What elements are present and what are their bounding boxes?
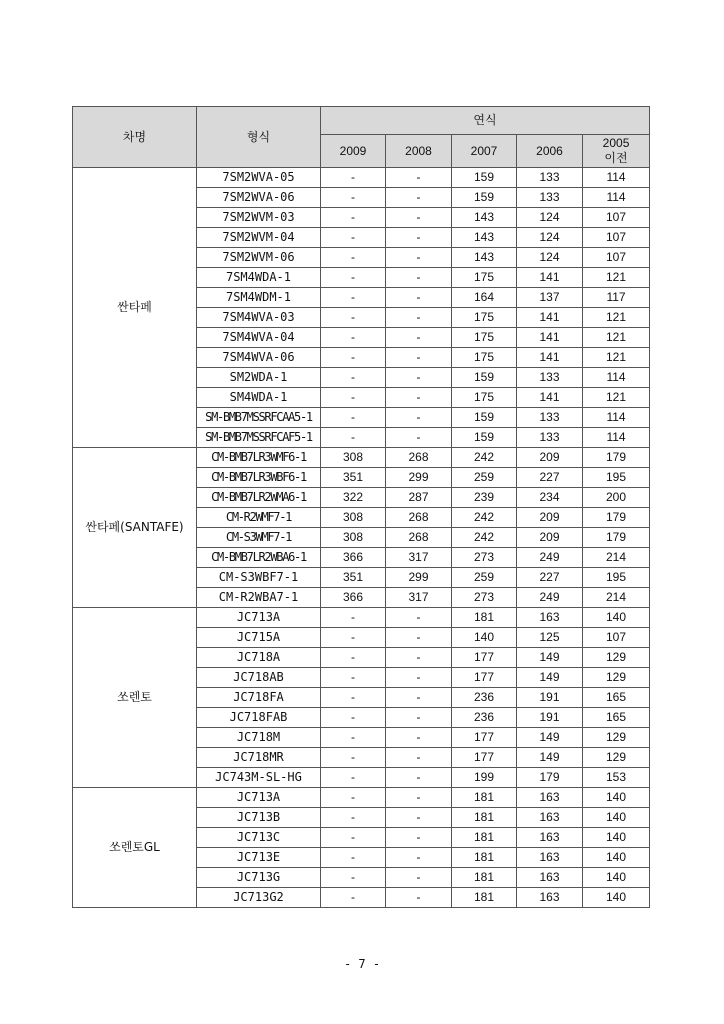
value-cell: 227 — [517, 568, 583, 588]
value-cell: 124 — [517, 228, 583, 248]
value-cell: 181 — [452, 868, 517, 888]
value-cell: - — [321, 328, 386, 348]
value-cell: 159 — [452, 168, 517, 188]
value-cell: - — [321, 308, 386, 328]
value-cell: 175 — [452, 268, 517, 288]
value-cell: - — [386, 868, 452, 888]
value-cell: - — [321, 168, 386, 188]
model-cell: JC713E — [197, 848, 321, 868]
value-cell: 287 — [386, 488, 452, 508]
value-cell: - — [386, 848, 452, 868]
value-cell: 124 — [517, 248, 583, 268]
value-cell: 214 — [583, 588, 650, 608]
value-cell: 175 — [452, 308, 517, 328]
value-cell: - — [386, 388, 452, 408]
model-cell: JC718MR — [197, 748, 321, 768]
value-cell: 121 — [583, 328, 650, 348]
value-cell: 308 — [321, 448, 386, 468]
value-cell: 181 — [452, 848, 517, 868]
value-cell: 181 — [452, 888, 517, 908]
value-cell: 159 — [452, 408, 517, 428]
model-cell: SM4WDA-1 — [197, 388, 321, 408]
model-cell: 7SM2WVM-03 — [197, 208, 321, 228]
year-2006-header: 2006 — [517, 135, 583, 168]
value-cell: - — [386, 288, 452, 308]
value-cell: - — [321, 828, 386, 848]
value-cell: 117 — [583, 288, 650, 308]
value-cell: 177 — [452, 648, 517, 668]
value-cell: 107 — [583, 228, 650, 248]
value-cell: 227 — [517, 468, 583, 488]
model-cell: CM-R2WBA7-1 — [197, 588, 321, 608]
value-cell: 133 — [517, 188, 583, 208]
value-cell: 163 — [517, 788, 583, 808]
value-cell: - — [321, 348, 386, 368]
table-header — [73, 107, 650, 168]
value-cell: 125 — [517, 628, 583, 648]
value-cell: - — [386, 268, 452, 288]
value-cell: 268 — [386, 448, 452, 468]
model-cell: JC713B — [197, 808, 321, 828]
value-cell: 163 — [517, 828, 583, 848]
value-cell: 268 — [386, 508, 452, 528]
model-cell: CM-BMB7LR2WMA6-1 — [197, 488, 321, 508]
model-cell: 7SM2WVM-06 — [197, 248, 321, 268]
model-cell: CM-R2WMF7-1 — [197, 508, 321, 528]
value-cell: - — [321, 408, 386, 428]
value-cell: - — [386, 228, 452, 248]
value-cell: - — [321, 368, 386, 388]
value-cell: 209 — [517, 528, 583, 548]
value-cell: 191 — [517, 688, 583, 708]
value-cell: 149 — [517, 748, 583, 768]
value-cell: - — [321, 248, 386, 268]
value-cell: 137 — [517, 288, 583, 308]
value-cell: - — [386, 428, 452, 448]
value-cell: 159 — [452, 368, 517, 388]
value-cell: 140 — [583, 608, 650, 628]
model-cell: CM-BMB7LR2WBA6-1 — [197, 548, 321, 568]
model-cell: JC713G — [197, 868, 321, 888]
value-cell: 163 — [517, 848, 583, 868]
value-cell: 234 — [517, 488, 583, 508]
value-cell: - — [321, 228, 386, 248]
value-cell: 121 — [583, 348, 650, 368]
value-cell: - — [386, 368, 452, 388]
value-cell: 268 — [386, 528, 452, 548]
value-cell: - — [386, 648, 452, 668]
model-cell: JC718FA — [197, 688, 321, 708]
value-cell: 366 — [321, 588, 386, 608]
value-cell: 163 — [517, 608, 583, 628]
value-cell: - — [386, 888, 452, 908]
value-cell: 121 — [583, 268, 650, 288]
model-cell: SM2WDA-1 — [197, 368, 321, 388]
value-cell: - — [386, 408, 452, 428]
table-body — [73, 168, 650, 908]
value-cell: 114 — [583, 368, 650, 388]
model-cell: JC743M-SL-HG — [197, 768, 321, 788]
value-cell: 107 — [583, 628, 650, 648]
year-2007-header: 2007 — [452, 135, 517, 168]
value-cell: 149 — [517, 728, 583, 748]
value-cell: - — [321, 868, 386, 888]
value-cell: 351 — [321, 468, 386, 488]
value-cell: 129 — [583, 648, 650, 668]
value-cell: 191 — [517, 708, 583, 728]
value-cell: 163 — [517, 888, 583, 908]
value-cell: 195 — [583, 468, 650, 488]
value-cell: 249 — [517, 548, 583, 568]
value-cell: 177 — [452, 728, 517, 748]
model-cell: CM-BMB7LR3WBF6-1 — [197, 468, 321, 488]
value-cell: - — [321, 608, 386, 628]
value-cell: 299 — [386, 468, 452, 488]
value-cell: - — [386, 788, 452, 808]
value-cell: - — [321, 688, 386, 708]
value-cell: 143 — [452, 248, 517, 268]
model-cell: 7SM4WVA-06 — [197, 348, 321, 368]
value-cell: 141 — [517, 308, 583, 328]
value-cell: 177 — [452, 748, 517, 768]
value-cell: 177 — [452, 668, 517, 688]
value-cell: 114 — [583, 428, 650, 448]
model-cell: 7SM2WVM-04 — [197, 228, 321, 248]
value-cell: - — [321, 288, 386, 308]
model-cell: 7SM4WVA-04 — [197, 328, 321, 348]
value-cell: 163 — [517, 808, 583, 828]
year-2009-header: 2009 — [321, 135, 386, 168]
value-cell: - — [321, 188, 386, 208]
value-cell: 159 — [452, 188, 517, 208]
value-cell: 114 — [583, 408, 650, 428]
value-cell: 133 — [517, 368, 583, 388]
value-cell: 179 — [517, 768, 583, 788]
table-row — [73, 168, 650, 188]
year-2005-before-header: 2005 이전 — [583, 135, 650, 168]
value-cell: 107 — [583, 208, 650, 228]
value-cell: 366 — [321, 548, 386, 568]
value-cell: - — [386, 168, 452, 188]
value-cell: 129 — [583, 668, 650, 688]
value-cell: 249 — [517, 588, 583, 608]
model-cell: JC713A — [197, 788, 321, 808]
model-cell: 7SM4WDM-1 — [197, 288, 321, 308]
car-name-header: 차명 — [73, 107, 197, 168]
value-cell: 159 — [452, 428, 517, 448]
value-cell: 129 — [583, 748, 650, 768]
value-cell: 181 — [452, 808, 517, 828]
value-cell: - — [321, 388, 386, 408]
value-cell: 259 — [452, 568, 517, 588]
value-cell: 236 — [452, 708, 517, 728]
value-cell: - — [386, 628, 452, 648]
table-row — [73, 788, 650, 808]
value-cell: 133 — [517, 428, 583, 448]
value-cell: 107 — [583, 248, 650, 268]
value-cell: 129 — [583, 728, 650, 748]
value-cell: - — [321, 788, 386, 808]
model-cell: JC715A — [197, 628, 321, 648]
model-cell: SM-BMB7MSSRFCAF5-1 — [197, 428, 321, 448]
value-cell: - — [386, 768, 452, 788]
value-cell: 133 — [517, 408, 583, 428]
price-table — [72, 106, 650, 908]
value-cell: 114 — [583, 188, 650, 208]
value-cell: - — [321, 268, 386, 288]
value-cell: 179 — [583, 508, 650, 528]
value-cell: 175 — [452, 348, 517, 368]
value-cell: 143 — [452, 208, 517, 228]
value-cell: 209 — [517, 508, 583, 528]
table-row — [73, 608, 650, 628]
value-cell: - — [386, 608, 452, 628]
value-cell: 141 — [517, 388, 583, 408]
value-cell: - — [386, 808, 452, 828]
value-cell: 140 — [583, 788, 650, 808]
value-cell: 236 — [452, 688, 517, 708]
model-cell: 7SM4WDA-1 — [197, 268, 321, 288]
value-cell: - — [321, 748, 386, 768]
model-cell: CM-S3WMF7-1 — [197, 528, 321, 548]
value-cell: - — [386, 248, 452, 268]
value-cell: 317 — [386, 548, 452, 568]
value-cell: 140 — [583, 828, 650, 848]
value-cell: 175 — [452, 388, 517, 408]
value-cell: - — [386, 688, 452, 708]
value-cell: 165 — [583, 688, 650, 708]
model-cell: JC718AB — [197, 668, 321, 688]
model-cell: JC718FAB — [197, 708, 321, 728]
value-cell: - — [321, 728, 386, 748]
value-cell: 121 — [583, 388, 650, 408]
model-cell: CM-BMB7LR3WMF6-1 — [197, 448, 321, 468]
value-cell: 239 — [452, 488, 517, 508]
value-cell: 164 — [452, 288, 517, 308]
value-cell: 181 — [452, 828, 517, 848]
value-cell: 140 — [583, 888, 650, 908]
value-cell: 317 — [386, 588, 452, 608]
value-cell: - — [386, 188, 452, 208]
value-cell: 200 — [583, 488, 650, 508]
model-cell: SM-BMB7MSSRFCAA5-1 — [197, 408, 321, 428]
value-cell: 153 — [583, 768, 650, 788]
value-cell: 308 — [321, 508, 386, 528]
value-cell: - — [321, 848, 386, 868]
value-cell: 140 — [583, 808, 650, 828]
value-cell: 140 — [583, 848, 650, 868]
value-cell: - — [386, 208, 452, 228]
value-cell: 140 — [583, 868, 650, 888]
model-cell: 7SM2WVA-06 — [197, 188, 321, 208]
value-cell: 273 — [452, 548, 517, 568]
value-cell: - — [321, 808, 386, 828]
value-cell: 179 — [583, 448, 650, 468]
model-cell: JC718A — [197, 648, 321, 668]
value-cell: 351 — [321, 568, 386, 588]
value-cell: 199 — [452, 768, 517, 788]
car-name-cell: 싼타페 — [73, 168, 197, 448]
value-cell: 299 — [386, 568, 452, 588]
value-cell: - — [321, 428, 386, 448]
value-cell: - — [321, 668, 386, 688]
table-row — [73, 448, 650, 468]
value-cell: - — [386, 748, 452, 768]
value-cell: 143 — [452, 228, 517, 248]
value-cell: 209 — [517, 448, 583, 468]
value-cell: 141 — [517, 268, 583, 288]
value-cell: 242 — [452, 508, 517, 528]
value-cell: 121 — [583, 308, 650, 328]
value-cell: 273 — [452, 588, 517, 608]
model-cell: CM-S3WBF7-1 — [197, 568, 321, 588]
value-cell: 214 — [583, 548, 650, 568]
value-cell: 179 — [583, 528, 650, 548]
value-cell: 181 — [452, 788, 517, 808]
model-cell: 7SM4WVA-03 — [197, 308, 321, 328]
value-cell: - — [386, 348, 452, 368]
value-cell: 165 — [583, 708, 650, 728]
value-cell: - — [321, 768, 386, 788]
car-name-cell: 싼타페(SANTAFE) — [73, 448, 197, 608]
value-cell: - — [386, 828, 452, 848]
model-header: 형식 — [197, 107, 321, 168]
value-cell: 195 — [583, 568, 650, 588]
value-cell: - — [386, 708, 452, 728]
value-cell: 149 — [517, 668, 583, 688]
value-cell: 175 — [452, 328, 517, 348]
car-name-cell: 쏘렌토 — [73, 608, 197, 788]
model-cell: 7SM2WVA-05 — [197, 168, 321, 188]
value-cell: - — [321, 208, 386, 228]
value-cell: 141 — [517, 348, 583, 368]
value-cell: 133 — [517, 168, 583, 188]
model-cell: JC713C — [197, 828, 321, 848]
value-cell: - — [386, 328, 452, 348]
value-cell: 114 — [583, 168, 650, 188]
model-cell: JC718M — [197, 728, 321, 748]
value-cell: - — [321, 628, 386, 648]
value-cell: 141 — [517, 328, 583, 348]
value-cell: 242 — [452, 528, 517, 548]
value-cell: 322 — [321, 488, 386, 508]
value-cell: - — [386, 668, 452, 688]
page-number: - 7 - — [343, 957, 381, 971]
value-cell: - — [321, 888, 386, 908]
value-cell: 140 — [452, 628, 517, 648]
year-2008-header: 2008 — [386, 135, 452, 168]
value-cell: 163 — [517, 868, 583, 888]
value-cell: - — [386, 728, 452, 748]
model-cell: JC713A — [197, 608, 321, 628]
model-year-header: 연식 — [321, 107, 650, 135]
value-cell: 124 — [517, 208, 583, 228]
value-cell: - — [321, 648, 386, 668]
value-cell: 149 — [517, 648, 583, 668]
model-cell: JC713G2 — [197, 888, 321, 908]
car-name-cell: 쏘렌토GL — [73, 788, 197, 908]
value-cell: 259 — [452, 468, 517, 488]
value-cell: 242 — [452, 448, 517, 468]
value-cell: 308 — [321, 528, 386, 548]
value-cell: 181 — [452, 608, 517, 628]
value-cell: - — [386, 308, 452, 328]
value-cell: - — [321, 708, 386, 728]
